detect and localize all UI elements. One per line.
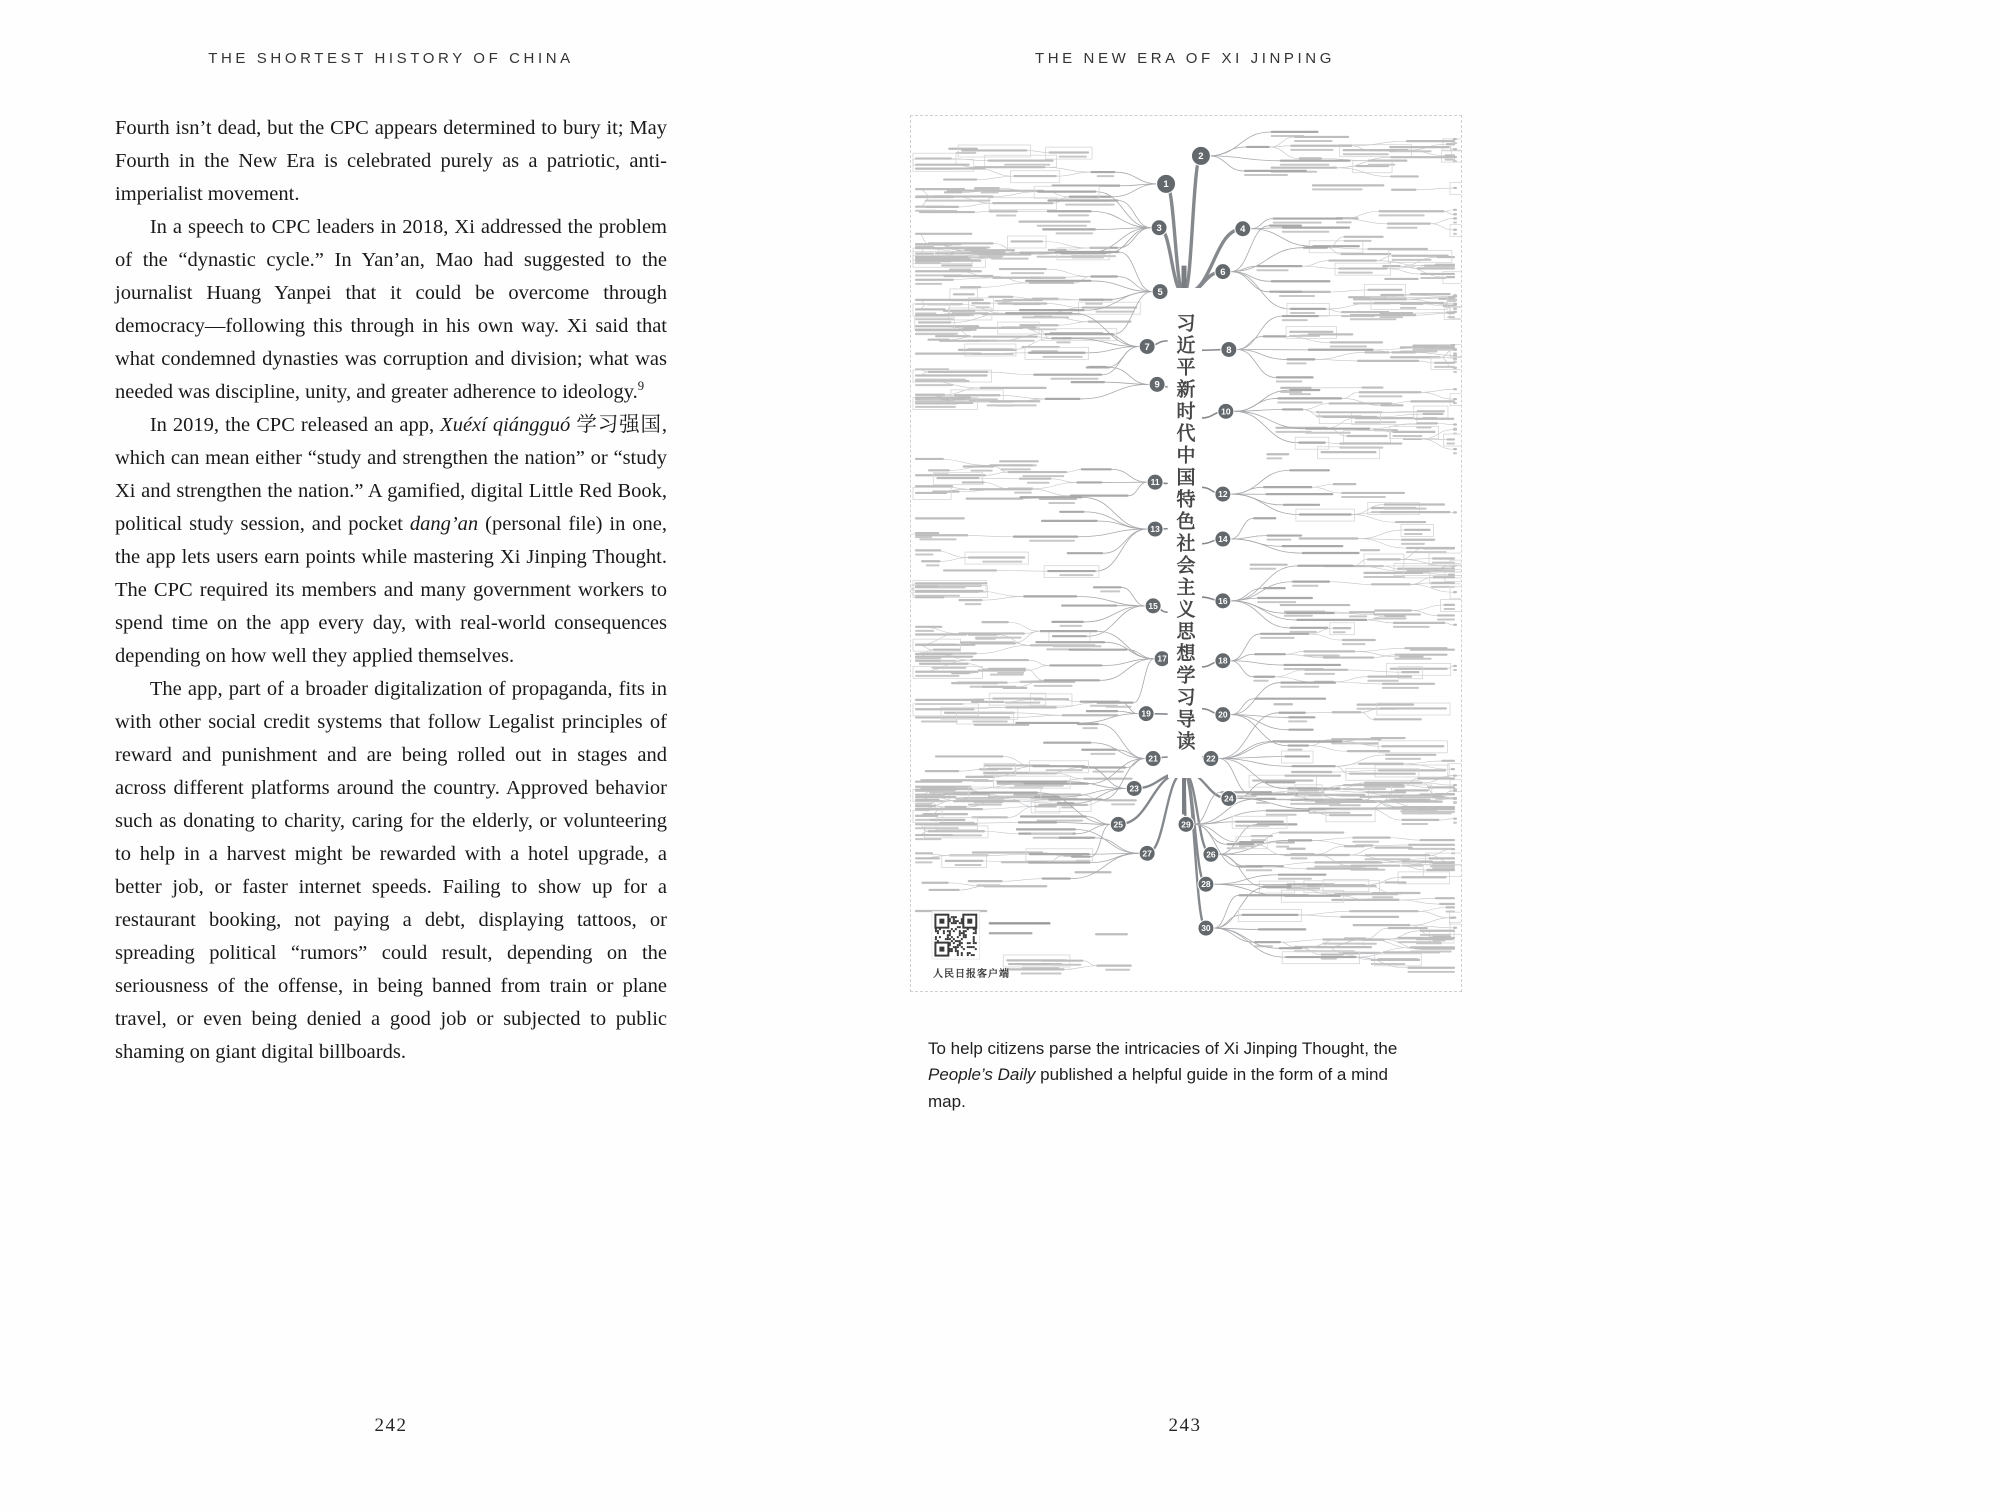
- paragraph: In 2019, the CPC released an app, Xuéxí qiángguó 学习强国, which can mean either “study and strengthen the nation” or “study Xi and strengthen the nation.” A gamified, digital Little Red Book, political study session, and pocket dang’an (personal file) in one, the app lets users earn points while mastering Xi Jinping Thought. The CPC required its members and many government workers to spend time on the app every day, with real-world consequences depending on how well they applied themselves.: [115, 414, 668, 667]
- svg-text:2: 2: [1198, 151, 1204, 163]
- svg-text:25: 25: [1113, 819, 1123, 830]
- svg-text:1: 1: [1163, 179, 1169, 191]
- svg-text:12: 12: [1218, 489, 1228, 500]
- paragraph: Fourth isn’t dead, but the CPC appears determined to bury it; May Fourth in the New Era is celebrated purely as a patriotic, anti-imperialist movement.: [115, 117, 667, 205]
- svg-text:17: 17: [1157, 653, 1167, 664]
- svg-text:19: 19: [1141, 708, 1151, 719]
- svg-text:3: 3: [1156, 223, 1162, 235]
- svg-text:4: 4: [1240, 224, 1246, 236]
- figure-caption: To help citizens parse the intricacies of Xi Jinping Thought, the People’s Daily published a helpful guide in the form of a mind map.: [928, 1039, 1398, 1111]
- svg-text:13: 13: [1150, 524, 1160, 535]
- svg-text:23: 23: [1129, 783, 1139, 794]
- svg-text:5: 5: [1157, 286, 1163, 298]
- mindmap-central-title: 习近平新时代中国特色社会主义思想学习导读: [1168, 288, 1202, 778]
- svg-text:21: 21: [1148, 753, 1158, 764]
- svg-text:26: 26: [1206, 849, 1216, 860]
- svg-text:9: 9: [1154, 379, 1160, 391]
- svg-text:15: 15: [1148, 600, 1158, 611]
- svg-text:16: 16: [1218, 595, 1228, 606]
- svg-text:6: 6: [1220, 266, 1226, 278]
- page-number-left: 242: [374, 1415, 408, 1436]
- paragraph: The app, part of a broader digitalization of propaganda, fits in with other social credit systems that follow Legalist principles of reward and punishment and are being rolled out in stages and across different platforms around the country. Approved behavior such as donating to charity, caring for the elderly, or volunteering to help in a harvest might be rewarded with a hotel upgrade, a better job, or faster internet speeds. Failing to show up for a restaurant booking, not paying a debt, displaying tattoos, or spreading political “rumors” could result, depending on the seriousness of the offense, in being banned from train or plane travel, or even being denied a good job or subjected to public shaming on giant digital billboards.: [115, 678, 667, 1063]
- svg-text:27: 27: [1142, 848, 1152, 859]
- running-head-left: THE SHORTEST HISTORY OF CHINA: [208, 50, 574, 67]
- page-number-right: 243: [1168, 1415, 1202, 1436]
- svg-text:11: 11: [1150, 477, 1160, 488]
- svg-text:22: 22: [1206, 753, 1216, 764]
- svg-text:10: 10: [1221, 406, 1231, 417]
- svg-text:30: 30: [1201, 923, 1211, 934]
- body-text-column: [115, 112, 667, 1069]
- paragraph: In a speech to CPC leaders in 2018, Xi addressed the problem of the “dynastic cycle.” In Yan’an, Mao had suggested to the journalist Huang Yanpei that it could be overcome through democracy—following this through in his own way. Xi said that what condemned dynasties was corruption and division; what was needed was discipline, unity, and greater adherence to ideology.$^9$: [115, 216, 667, 403]
- running-head-right: THE NEW ERA OF XI JINPING: [1034, 50, 1336, 67]
- svg-text:20: 20: [1218, 709, 1228, 720]
- svg-text:18: 18: [1218, 655, 1228, 666]
- svg-text:28: 28: [1201, 879, 1211, 890]
- qr-code-label: 人民日报客户端: [933, 969, 1010, 980]
- svg-text:7: 7: [1144, 341, 1150, 353]
- svg-text:24: 24: [1224, 793, 1234, 804]
- svg-text:8: 8: [1226, 344, 1232, 356]
- mindmap-figure: [910, 115, 1462, 992]
- svg-text:29: 29: [1181, 819, 1191, 830]
- svg-text:14: 14: [1218, 533, 1228, 545]
